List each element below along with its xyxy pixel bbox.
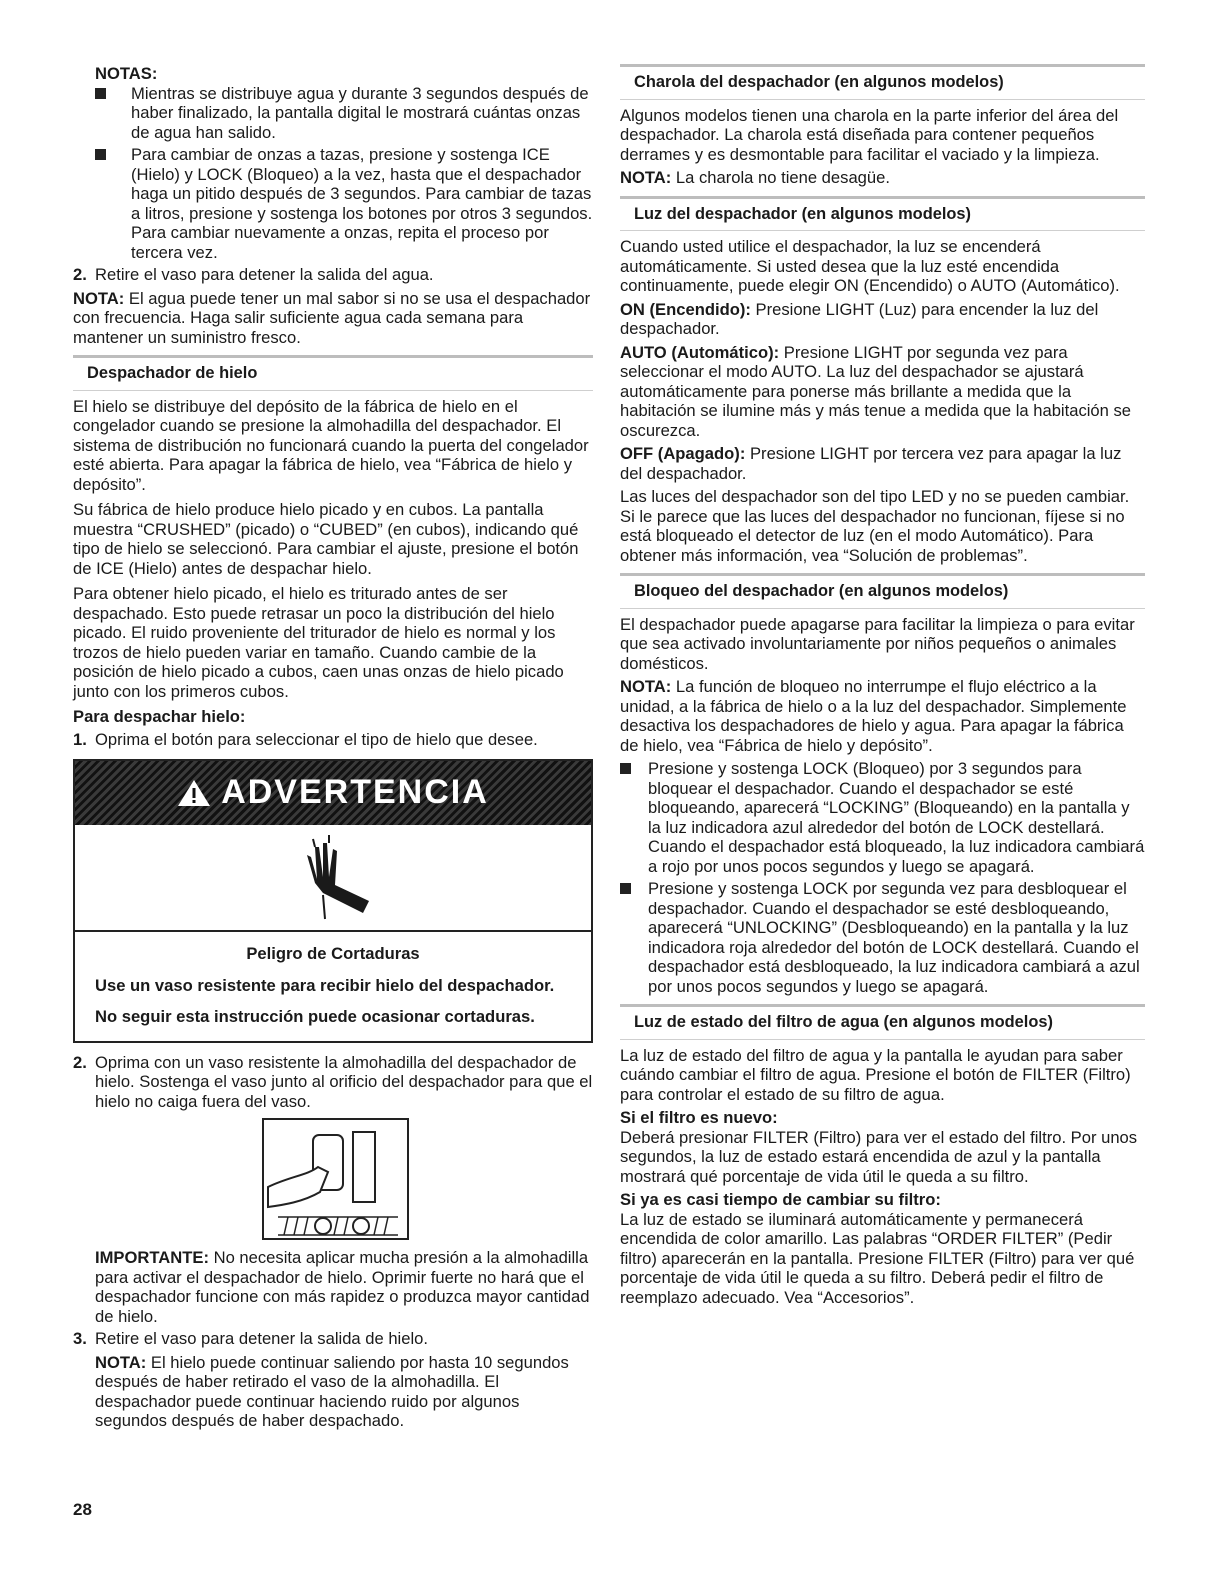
warning-box: [73, 759, 593, 1043]
warning-line-1: Use un vaso resistente para recibir hielo del despachador.: [95, 975, 555, 995]
right-column: [620, 64, 1145, 1307]
bullet-square-icon: [620, 883, 631, 894]
filter-paragraph: La luz de estado del filtro de agua y la pantalla le ayudan para saber cuándo cambiar el filtro de agua. Presione el botón de FILTER (Filtro) para controlar el estado de su filtro de agua.: [620, 1045, 1131, 1104]
lock-nota: NOTA: La función de bloqueo no interrumpe el flujo eléctrico a la unidad, a la fábrica de hielo o a la luz del despachador. Simplemente desactiva los despachadores de hielo y agua. Para apagar la fábrica de hielo, vea “Fábrica de hielo y depósito”.: [620, 677, 1127, 755]
left-column: [73, 64, 593, 1431]
warning-triangle-icon: [177, 778, 211, 808]
section-heading-light: Luz del despachador (en algunos modelos): [620, 196, 1145, 232]
cut-hazard-icon: [75, 825, 591, 932]
bullet-square-icon: [95, 149, 106, 160]
ice-paragraph-1: El hielo se distribuye del depósito de la fábrica de hielo en el congelador cuando se presione la almohadilla del despachador. El sistema de distribución no funcionará cuando la puerta del congelador esté abierta. Para apagar la fábrica de hielo, vea “Fábrica de hielo y depósito”.: [73, 396, 589, 494]
nota-water: NOTA: El agua puede tener un mal sabor si no se usa el despachador con frecuencia. Haga salir suficiente agua cada semana para mantener un suministro fresco.: [73, 288, 591, 347]
filter-time-text: La luz de estado se iluminará automáticamente y permanecerá encendida de color amarillo. Las palabras “ORDER FILTER” (Pedir filtro) aparecerán en la pantalla. Presione FILTER (Filtro) para ver qué porcentaje de vida útil le queda a su filtro. Deberá pedir el filtro de reemplazo adecuado. Vea “Accesorios”.: [620, 1209, 1135, 1307]
nota-ice: NOTA: El hielo puede continuar saliendo por hasta 10 segundos después de haber retirado el vaso de la almohadilla. El despachador puede continuar haciendo ruido por algunos segundos después de haber despachado.: [95, 1352, 569, 1430]
tray-nota: NOTA: La charola no tiene desagüe.: [620, 168, 890, 187]
warning-text: [75, 932, 591, 1041]
bullet-square-icon: [620, 763, 631, 774]
dispenser-illustration: [258, 1117, 413, 1242]
list-item: Presione y sostenga LOCK (Bloqueo) por 3 segundos para bloquear el despachador. Cuando el despachador se esté bloqueando, aparecerá “LOCKING” (Bloqueando) en la pantalla y la luz indicadora azul alrededor del botón de LOCK destellará. Cuando el despachador está bloqueado, la luz indicadora cambiará a rojo por unos pocos segundos y luego se apagará.: [620, 759, 1145, 876]
ice-step-3: 3. Retire el vaso para detener la salida de hielo.: [73, 1329, 429, 1348]
light-off: OFF (Apagado): Presione LIGHT por tercera vez para apagar la luz del despachador.: [620, 444, 1122, 483]
tray-paragraph: Algunos modelos tienen una charola en la parte inferior del área del despachador. La charola está diseñada para contener pequeños derrames y es desmontable para facilitar el vaciado y la limpieza.: [620, 105, 1119, 164]
lock-paragraph: El despachador puede apagarse para facilitar la limpieza o para evitar que sea activado involuntariamente por niños pequeños o animales domésticos.: [620, 614, 1135, 673]
notas-label: NOTAS:: [95, 64, 158, 83]
light-auto: AUTO (Automático): Presione LIGHT por segunda vez para seleccionar el modo AUTO. La luz del despachador se ajustará automáticamente para ponerse más brillante a medida que la habitación se ilumine más y más tenue a medida que la habitación se oscurezca.: [620, 342, 1132, 440]
step-2-water: 2. Retire el vaso para detener la salida del agua.: [73, 265, 434, 284]
ice-step-2: 2. Oprima con un vaso resistente la almohadilla del despachador de hielo. Sostenga el vaso junto al orificio del despachador para que el hielo no caiga fuera del vaso.: [73, 1052, 593, 1111]
ice-paragraph-3: Para obtener hielo picado, el hielo es triturado antes de ser despachado. Esto puede retrasar un poco la distribución del hielo picado. El ruido proveniente del triturador de hielo es normal y los trozos de hielo pueden variar en tamaño. Cuando cambie de la posición de hielo picado a cubos, caen unas onzas de hielo picado junto con los primeros cubos.: [73, 584, 564, 701]
filter-new-label: Si el filtro es nuevo:: [620, 1108, 778, 1127]
warning-subtitle: Peligro de Cortaduras: [246, 944, 420, 963]
ice-step-1: 1. Oprima el botón para seleccionar el tipo de hielo que desee.: [73, 729, 538, 749]
para-despachar-label: Para despachar hielo:: [73, 707, 246, 726]
notas-list: [73, 84, 593, 263]
page-number: 28: [73, 1500, 92, 1519]
ice-paragraph-2: Su fábrica de hielo produce hielo picado y en cubos. La pantalla muestra “CRUSHED” (picado) o “CUBED” (en cubos), indicando qué tipo de hielo se seleccionó. Para cambiar el ajuste, presione el botón de ICE (Hielo) antes de despachar hielo.: [73, 500, 579, 578]
section-heading-ice: Despachador de hielo: [73, 355, 593, 391]
filter-new-text: Deberá presionar FILTER (Filtro) para ver el estado del filtro. Por unos segundos, la luz de estado estará encendida de azul y la pantalla mostrará qué porcentaje de vida útil le queda a su filtro.: [620, 1127, 1138, 1186]
bullet-square-icon: [95, 88, 106, 99]
warning-banner: [75, 761, 591, 825]
section-heading-filter: Luz de estado del filtro de agua (en algunos modelos): [620, 1004, 1145, 1040]
light-on: ON (Encendido): Presione LIGHT (Luz) para encender la luz del despachador.: [620, 299, 1099, 338]
lock-list: [620, 759, 1145, 996]
list-item: Para cambiar de onzas a tazas, presione y sostenga ICE (Hielo) y LOCK (Bloqueo) a la vez, hasta que el despachador haga un pitido después de 3 segundos. Para cambiar de tazas a litros, presione y sostenga los botones por otros 3 segundos. Para cambiar nuevamente a onzas, repita el proceso por tercera vez.: [73, 145, 593, 262]
light-paragraph-1: Cuando usted utilice el despachador, la luz se encenderá automáticamente. Si usted desea que la luz esté encendida continuamente, puede elegir ON (Encendido) o AUTO (Automático).: [620, 237, 1120, 295]
importante-note: IMPORTANTE: No necesita aplicar mucha presión a la almohadilla para activar el despachador de hielo. Oprimir fuerte no hará que el despachador funcione con más rapidez o produzca mayor cantidad de hielo.: [95, 1248, 590, 1326]
filter-time-label: Si ya es casi tiempo de cambiar su filtro:: [620, 1190, 941, 1209]
section-heading-tray: Charola del despachador (en algunos modelos): [620, 64, 1145, 100]
list-item: Presione y sostenga LOCK por segunda vez para desbloquear el despachador. Cuando el despachador se esté desbloqueando, aparecerá “UNLOCKING” (Desbloqueando) en la pantalla y la luz indicadora roja alrededor del botón de LOCK destellará. Cuando el despachador está desbloqueado, la luz indicadora cambiará a azul por unos pocos segundos y luego se apagará.: [620, 879, 1145, 996]
warning-line-2: No seguir esta instrucción puede ocasionar cortaduras.: [95, 1007, 535, 1026]
list-item: Mientras se distribuye agua y durante 3 segundos después de haber finalizado, la pantalla digital le mostrará cuántas onzas de agua han salido.: [73, 84, 593, 143]
light-paragraph-2: Las luces del despachador son del tipo LED y no se pueden cambiar. Si le parece que las luces del despachador no funcionan, fíjese si no está bloqueado el detector de luz (en el modo Automático). Para obtener más información, vea “Solución de problemas”.: [620, 487, 1130, 565]
section-heading-lock: Bloqueo del despachador (en algunos modelos): [620, 573, 1145, 609]
warning-title: ADVERTENCIA: [221, 773, 489, 812]
